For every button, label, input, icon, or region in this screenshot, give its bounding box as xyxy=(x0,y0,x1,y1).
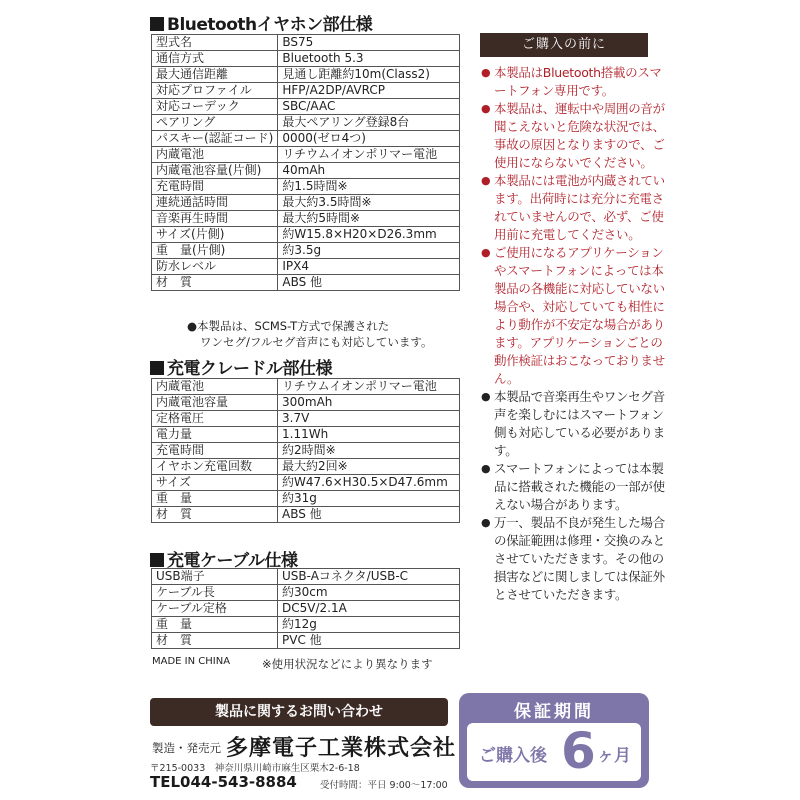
notice-item xyxy=(481,388,671,460)
spec-value: 約2時間※ xyxy=(278,443,460,459)
spec-value: Bluetooth 5.3 xyxy=(278,51,460,67)
spec-key: 内蔵電池容量 xyxy=(152,395,278,411)
spec-value: IPX4 xyxy=(278,259,460,275)
spec-key: 連続通話時間 xyxy=(152,195,278,211)
bullet-icon: ● xyxy=(481,516,491,529)
scms-note-line1: ●本製品は、SCMS-T方式で保護された xyxy=(187,319,390,333)
spec-value: 最大約2回※ xyxy=(278,459,460,475)
notice-item xyxy=(481,514,671,604)
warranty-badge xyxy=(459,693,649,788)
spec-key: 材 質 xyxy=(152,633,278,649)
spec-value: 1.11Wh xyxy=(278,427,460,443)
warranty-period-box xyxy=(467,723,641,781)
spec-value: 約31g xyxy=(278,491,460,507)
spec-key: 内蔵電池 xyxy=(152,379,278,395)
spec-value: リチウムイオンポリマー電池 xyxy=(278,379,460,395)
notice-text: 本製品は、運転中や周囲の音が聞こえないと危険な状況では、事故の原因となりますので、ご使用にならないでください。 xyxy=(494,101,665,170)
spec-value: SBC/AAC xyxy=(278,99,460,115)
made-in-label: MADE IN CHINA xyxy=(152,656,231,667)
spec-key: サイズ xyxy=(152,475,278,491)
spec-key: 重 量 xyxy=(152,491,278,507)
spec-key: 型式名 xyxy=(152,35,278,51)
spec-value: PVC 他 xyxy=(278,633,460,649)
bullet-icon: ● xyxy=(481,66,491,79)
spec-key: サイズ(片側) xyxy=(152,227,278,243)
spec-row xyxy=(152,475,460,491)
spec-row xyxy=(152,131,460,147)
before-purchase-title: ご購入の前に xyxy=(480,33,648,57)
spec-value: 約W47.6×H30.5×D47.6mm xyxy=(278,475,460,491)
spec-key: 最大通信距離 xyxy=(152,67,278,83)
spec-value: 300mAh xyxy=(278,395,460,411)
spec-value: BS75 xyxy=(278,35,460,51)
spec-value: HFP/A2DP/AVRCP xyxy=(278,83,460,99)
warranty-number: 6 xyxy=(561,722,596,780)
cable-spec-table xyxy=(151,568,460,649)
spec-row xyxy=(152,427,460,443)
phone-number[interactable]: TEL044-543-8884 xyxy=(150,773,297,791)
spec-row xyxy=(152,195,460,211)
spec-row xyxy=(152,179,460,195)
spec-value: 約12g xyxy=(278,617,460,633)
usage-note: ※使用状況などにより異なります xyxy=(262,657,433,671)
maker-name: 多摩電子工業株式会社 xyxy=(226,736,457,761)
business-hours: 受付時間：平日 9:00～17:00 xyxy=(320,780,448,791)
spec-key: 防水レベル xyxy=(152,259,278,275)
spec-value: DC5V/2.1A xyxy=(278,601,460,617)
spec-row xyxy=(152,601,460,617)
notice-text: 万一、製品不良が発生した場合の保証範囲は修理・交換のみとさせていただきます。その他の損害などに関しましては保証外とさせていただきます。 xyxy=(494,515,665,602)
spec-row xyxy=(152,411,460,427)
spec-key: 充電時間 xyxy=(152,443,278,459)
before-purchase-list xyxy=(481,64,671,604)
bullet-icon: ● xyxy=(481,390,491,403)
spec-key: 内蔵電池容量(片側) xyxy=(152,163,278,179)
spec-value: 最大約3.5時間※ xyxy=(278,195,460,211)
spec-row xyxy=(152,275,460,291)
spec-row xyxy=(152,243,460,259)
spec-value: 40mAh xyxy=(278,163,460,179)
spec-row xyxy=(152,35,460,51)
maker-label: 製造・発売元 xyxy=(152,741,221,755)
spec-value: USB-Aコネクタ/USB-C xyxy=(278,569,460,585)
spec-key: パスキー(認証コード) xyxy=(152,131,278,147)
spec-value: 0000(ゼロ4つ) xyxy=(278,131,460,147)
square-bullet-icon xyxy=(150,361,164,375)
notice-item xyxy=(481,172,671,244)
spec-row xyxy=(152,633,460,649)
spec-key: 材 質 xyxy=(152,507,278,523)
notice-text: ご使用になるアプリケーションやスマートフォンによっては本製品の各機能に対応していない場合や、対応していても相性により動作が不安定な場合があります。アプリケーションごとの動作検証はおこなっておりません。 xyxy=(494,245,665,386)
spec-row xyxy=(152,259,460,275)
spec-key: 通信方式 xyxy=(152,51,278,67)
spec-value: 約30cm xyxy=(278,585,460,601)
spec-row xyxy=(152,395,460,411)
notice-text: スマートフォンによっては本製品に搭載された機能の一部が使えない場合があります。 xyxy=(494,461,665,512)
notice-text: 本製品で音楽再生やワンセグ音声を楽しむにはスマートフォン側も対応している必要があります。 xyxy=(494,389,665,458)
spec-value: リチウムイオンポリマー電池 xyxy=(278,147,460,163)
spec-row xyxy=(152,99,460,115)
spec-row xyxy=(152,211,460,227)
spec-value: ABS 他 xyxy=(278,275,460,291)
spec-key: 音楽再生時間 xyxy=(152,211,278,227)
spec-value: 3.7V xyxy=(278,411,460,427)
spec-row xyxy=(152,83,460,99)
spec-row xyxy=(152,569,460,585)
spec-row xyxy=(152,585,460,601)
spec-row xyxy=(152,491,460,507)
cradle-spec-title: 充電クレードル部仕様 xyxy=(150,354,332,379)
spec-key: 材 質 xyxy=(152,275,278,291)
spec-value: 約3.5g xyxy=(278,243,460,259)
spec-row xyxy=(152,115,460,131)
spec-key: 対応プロファイル xyxy=(152,83,278,99)
bullet-icon: ● xyxy=(481,462,491,475)
spec-key: ケーブル長 xyxy=(152,585,278,601)
spec-key: ペアリング xyxy=(152,115,278,131)
bullet-icon: ● xyxy=(481,102,491,115)
spec-row xyxy=(152,443,460,459)
contact-button[interactable]: 製品に関するお問い合わせ xyxy=(150,698,448,726)
spec-row xyxy=(152,67,460,83)
spec-key: 定格電圧 xyxy=(152,411,278,427)
spec-row xyxy=(152,459,460,475)
bullet-icon: ● xyxy=(481,246,491,259)
spec-key: 対応コーデック xyxy=(152,99,278,115)
spec-row xyxy=(152,227,460,243)
bt-spec-title: Bluetoothイヤホン部仕様 xyxy=(150,10,372,35)
spec-row xyxy=(152,163,460,179)
spec-key: 電力量 xyxy=(152,427,278,443)
spec-row xyxy=(152,507,460,523)
cradle-spec-table xyxy=(151,378,460,523)
spec-row xyxy=(152,617,460,633)
notice-item xyxy=(481,244,671,388)
spec-value: 最大ペアリング登録8台 xyxy=(278,115,460,131)
scms-note-line2: ワンセグ/フルセグ音声にも対応しています。 xyxy=(200,335,433,349)
bt-spec-table xyxy=(151,34,460,291)
warranty-title: 保証期間 xyxy=(514,702,594,722)
notice-text: 本製品はBluetooth搭載のスマートフォン専用です。 xyxy=(494,65,662,98)
spec-key: ケーブル定格 xyxy=(152,601,278,617)
spec-row xyxy=(152,51,460,67)
spec-key: 充電時間 xyxy=(152,179,278,195)
cable-spec-title: 充電ケーブル仕様 xyxy=(150,546,297,571)
address: 〒215-0033 神奈川県川崎市麻生区栗木2-6-18 xyxy=(150,763,360,774)
spec-value: 見通し距離約10m(Class2) xyxy=(278,67,460,83)
warranty-unit: ヶ月 xyxy=(597,746,631,766)
notice-text: 本製品には電池が内蔵されています。出荷時には充分に充電されていませんので、必ず、ご使用前に充電してください。 xyxy=(494,173,665,242)
spec-key: イヤホン充電回数 xyxy=(152,459,278,475)
notice-item xyxy=(481,100,671,172)
spec-value: 約W15.8×H20×D26.3mm xyxy=(278,227,460,243)
spec-value: ABS 他 xyxy=(278,507,460,523)
spec-row xyxy=(152,379,460,395)
square-bullet-icon xyxy=(150,553,164,567)
square-bullet-icon xyxy=(150,17,164,31)
spec-value: 約1.5時間※ xyxy=(278,179,460,195)
notice-item xyxy=(481,64,671,100)
spec-key: 重 量 xyxy=(152,617,278,633)
notice-item xyxy=(481,460,671,514)
spec-key: USB端子 xyxy=(152,569,278,585)
spec-row xyxy=(152,147,460,163)
bullet-icon: ● xyxy=(481,174,491,187)
spec-key: 内蔵電池 xyxy=(152,147,278,163)
warranty-label: ご購入後 xyxy=(479,746,547,766)
spec-value: 最大約5時間※ xyxy=(278,211,460,227)
spec-key: 重 量(片側) xyxy=(152,243,278,259)
